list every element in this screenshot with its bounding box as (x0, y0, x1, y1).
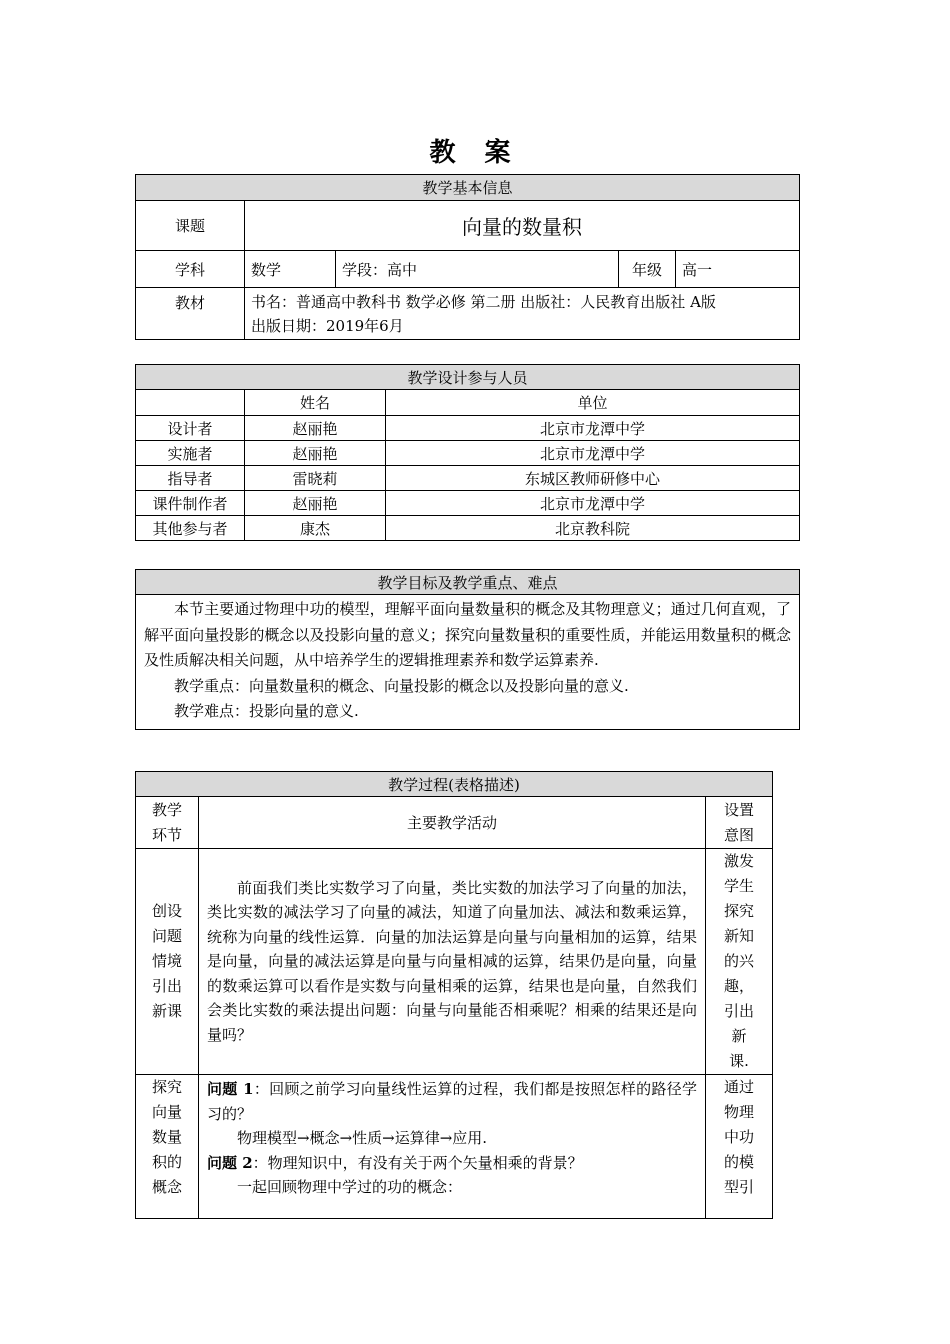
unit: 北京市龙潭中学 (386, 416, 800, 441)
question-2-label: 问题 2 (207, 1153, 253, 1172)
stage-line: 数量 (151, 1128, 182, 1146)
intent-line: 新知 (724, 927, 755, 945)
role: 设计者 (136, 416, 245, 441)
role: 指导者 (136, 466, 245, 491)
difficulty: 教学难点：投影向量的意义. (174, 702, 359, 720)
key-point: 教学重点：向量数量积的概念、向量投影的概念以及投影向量的意义. (174, 676, 629, 695)
person-name: 康杰 (245, 516, 386, 541)
table-row (136, 441, 800, 466)
topic-label: 课题 (136, 201, 245, 251)
intent-line: 课. (729, 1052, 749, 1070)
col-main: 主要教学活动 (199, 797, 706, 849)
person-name: 赵丽艳 (245, 416, 386, 441)
intent-line: 学生 (724, 877, 755, 895)
role: 课件制作者 (136, 491, 245, 516)
objectives-paragraph: 本节主要通过物理中功的模型，理解平面向量数量积的概念及其物理意义；通过几何直观，了解平面向量投影的概念以及投影向量的意义；探究向量数量积的重要性质，并能运用数量积的概念及性质解决相关问题，从中培养学生的逻辑推理素养和数学运算素养. (144, 600, 791, 669)
question-1-text: ：回顾之前学习向量线性运算的过程，我们都是按照怎样的路径学习的？ (207, 1080, 697, 1123)
role: 实施者 (136, 441, 245, 466)
stage-line: 积的 (151, 1153, 182, 1171)
col-name: 姓名 (245, 390, 386, 416)
grade-label: 年级 (619, 251, 676, 288)
stage-intro (136, 849, 199, 1075)
objectives-body (136, 595, 800, 730)
unit: 北京市龙潭中学 (386, 491, 800, 516)
basic-info-header: 教学基本信息 (136, 175, 800, 201)
stage-line: 问题 (151, 927, 182, 945)
intent-line: 的兴 (724, 952, 755, 970)
table-row (136, 466, 800, 491)
person-name: 赵丽艳 (245, 441, 386, 466)
stage-line: 概念 (151, 1178, 182, 1196)
person-name: 雷晓莉 (245, 466, 386, 491)
stage-value: 学段：高中 (336, 251, 619, 288)
intent-line: 新 (731, 1027, 747, 1045)
stage-line: 探究 (151, 1078, 182, 1096)
objectives-table (135, 569, 800, 730)
col-stage-line: 教学 (151, 800, 182, 819)
intent-intro (706, 849, 773, 1075)
stage-line: 情境 (151, 952, 182, 970)
question-1-label: 问题 1 (207, 1080, 254, 1098)
intent-line: 引出 (724, 1002, 755, 1020)
intent-line: 型引 (724, 1178, 755, 1196)
intent-line: 物理 (724, 1103, 755, 1121)
participants-table (135, 364, 800, 541)
col-stage (136, 797, 199, 849)
subject-label: 学科 (136, 251, 245, 288)
blank-cell (136, 390, 245, 416)
textbook-line1: 书名：普通高中教科书 数学必修 第二册 出版社：人民教育出版社 A版 (251, 293, 716, 311)
unit: 北京市龙潭中学 (386, 441, 800, 466)
intent-line: 中功 (724, 1128, 755, 1146)
activity-concept (199, 1075, 706, 1219)
intent-line: 激发 (724, 852, 755, 870)
intent-line: 探究 (724, 902, 755, 920)
unit: 东城区教师研修中心 (386, 466, 800, 491)
intent-concept (706, 1075, 773, 1219)
textbook-label: 教材 (136, 288, 245, 340)
activity-intro (199, 849, 706, 1075)
col-stage-line: 环节 (151, 825, 182, 844)
stage-line: 创设 (151, 902, 182, 920)
col-intent-line: 意图 (724, 825, 755, 844)
stage-concept (136, 1075, 199, 1219)
grade-value: 高一 (676, 251, 800, 288)
page-title: 教 案 (429, 138, 521, 168)
review-text: 一起回顾物理中学过的功的概念： (237, 1178, 463, 1196)
intent-line: 的模 (724, 1153, 755, 1171)
textbook-info (245, 288, 800, 340)
col-intent (706, 797, 773, 849)
textbook-line2: 出版日期：2019年6月 (251, 317, 404, 335)
stage-line: 新课 (151, 1002, 182, 1020)
stage-line: 引出 (151, 977, 182, 995)
activity-text: 前面我们类比实数学习了向量，类比实数的加法学习了向量的加法，类比实数的减法学习了向量的减法，知道了向量加法、减法和数乘运算，统称为向量的线性运算．向量的加法运算是向量与向量相加的运算，结果是向量，向量的减法运算是向量与向量相减的运算，结果仍是向量，向量的数乘运算可以看作是实数与向量相乘的运算，结果也是向量，自然我们会类比实数的乘法提出问题：向量与向量能否相乘呢？相乘的结果还是向量吗？ (207, 878, 697, 1044)
table-row (136, 516, 800, 541)
intent-line: 通过 (724, 1078, 755, 1096)
col-intent-line: 设置 (724, 800, 755, 819)
process-table (135, 771, 773, 1219)
table-row (136, 416, 800, 441)
table-row (136, 491, 800, 516)
process-row-intro (136, 849, 773, 1075)
col-unit: 单位 (386, 390, 800, 416)
learning-path: 物理模型→概念→性质→运算律→应用. (237, 1129, 488, 1147)
stage-line: 向量 (151, 1103, 182, 1121)
question-2-text: ：物理知识中，有没有关于两个矢量相乘的背景？ (252, 1153, 583, 1172)
basic-info-table (135, 174, 800, 340)
topic-value: 向量的数量积 (245, 201, 800, 251)
unit: 北京教科院 (386, 516, 800, 541)
subject-value: 数学 (245, 251, 336, 288)
process-row-concept (136, 1075, 773, 1219)
process-header: 教学过程(表格描述) (136, 772, 773, 797)
question-1 (207, 1077, 697, 1126)
participants-header: 教学设计参与人员 (136, 365, 800, 390)
intent-line: 趣， (724, 977, 755, 995)
question-2 (207, 1151, 697, 1176)
person-name: 赵丽艳 (245, 491, 386, 516)
role: 其他参与者 (136, 516, 245, 541)
objectives-header: 教学目标及教学重点、难点 (136, 570, 800, 595)
